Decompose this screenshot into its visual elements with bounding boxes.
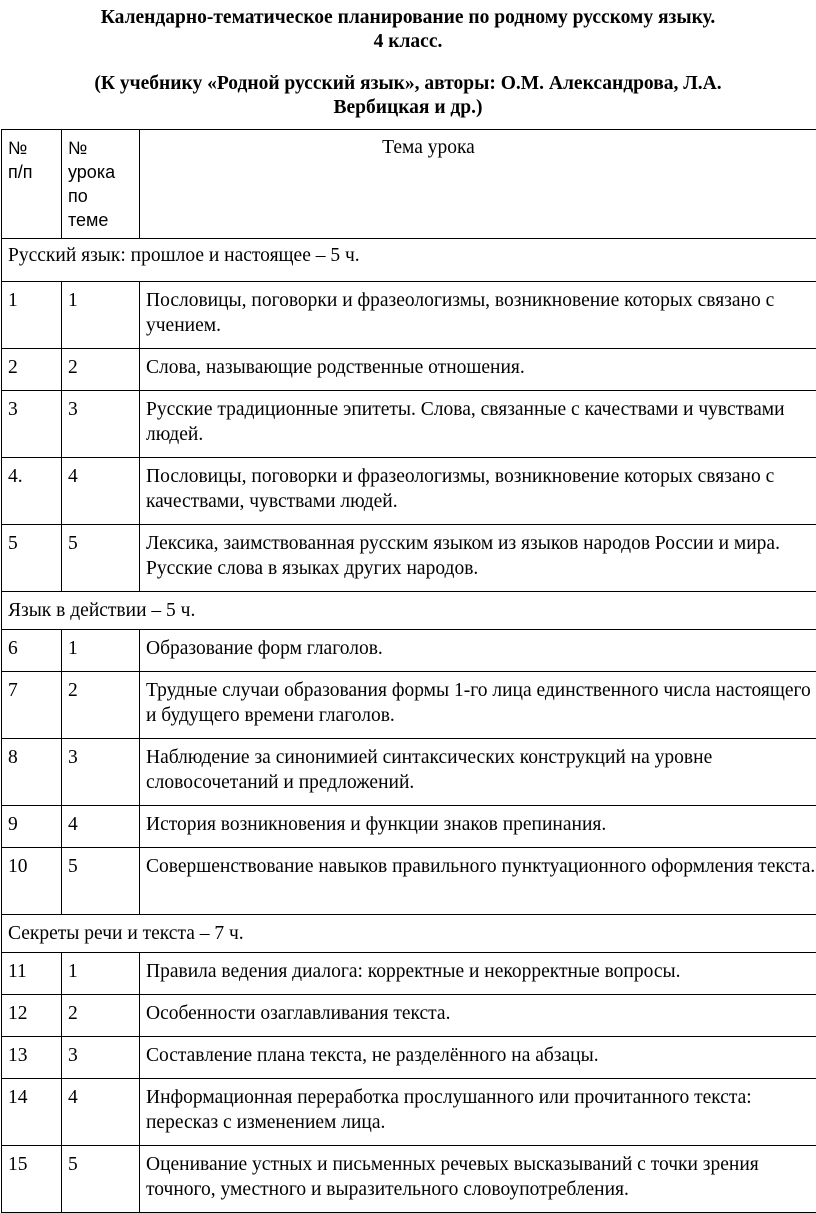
- table-row: [2, 806, 816, 848]
- cell-lesson: 1: [62, 953, 140, 995]
- table-row: [2, 995, 816, 1037]
- cell-topic: Составление плана текста, не разделённого на абзацы.: [140, 1037, 816, 1079]
- cell-num: 10: [2, 848, 62, 915]
- cell-lesson: 4: [62, 1079, 140, 1146]
- cell-topic: Русские традиционные эпитеты. Слова, связанные с качествами и чувствами людей.: [140, 391, 816, 458]
- cell-topic: Образование форм глаголов.: [140, 630, 816, 672]
- section-title: Язык в действии – 5 ч.: [2, 592, 816, 630]
- section-row: [2, 592, 816, 630]
- cell-lesson: 2: [62, 672, 140, 739]
- table-row: [2, 848, 816, 915]
- header-lesson: [62, 130, 140, 239]
- cell-num: 1: [2, 282, 62, 349]
- header-topic: Тема урока: [140, 130, 816, 239]
- cell-topic: Лексика, заимствованная русским языком из языков народов России и мира. Русские слова в языках других народов.: [140, 525, 816, 592]
- table-row: [2, 282, 816, 349]
- header-num: [2, 130, 62, 239]
- cell-topic: Наблюдение за синонимией синтаксических конструкций на уровне словосочетаний и предложений.: [140, 739, 816, 806]
- document-title: Календарно-тематическое планирование по родному русскому языку.: [0, 6, 816, 30]
- cell-topic: Трудные случаи образования формы 1-го лица единственного числа настоящего и будущего времени глаголов.: [140, 672, 816, 739]
- cell-topic: Оценивание устных и письменных речевых высказываний с точки зрения точного, уместного и выразительного словоупотребления.: [140, 1146, 816, 1213]
- section-title: Секреты речи и текста – 7 ч.: [2, 915, 816, 953]
- cell-num: 15: [2, 1146, 62, 1213]
- cell-num: 4.: [2, 458, 62, 525]
- cell-lesson: 3: [62, 391, 140, 458]
- cell-topic: История возникновения и функции знаков препинания.: [140, 806, 816, 848]
- header-lesson-line: по: [68, 184, 133, 208]
- section-row: [2, 239, 816, 282]
- cell-lesson: 5: [62, 525, 140, 592]
- cell-lesson: 2: [62, 995, 140, 1037]
- cell-lesson: 5: [62, 1146, 140, 1213]
- cell-num: 12: [2, 995, 62, 1037]
- document-title-block: [0, 6, 816, 120]
- section-title: Русский язык: прошлое и настоящее – 5 ч.: [2, 239, 816, 282]
- cell-num: 7: [2, 672, 62, 739]
- cell-num: 13: [2, 1037, 62, 1079]
- cell-lesson: 1: [62, 630, 140, 672]
- table-row: [2, 1037, 816, 1079]
- table-row: [2, 1079, 816, 1146]
- cell-num: 14: [2, 1079, 62, 1146]
- cell-topic: Особенности озаглавливания текста.: [140, 995, 816, 1037]
- table-row: [2, 739, 816, 806]
- document-subtitle: (К учебнику «Родной русский язык», авторы: О.М. Александрова, Л.А.: [0, 72, 816, 96]
- header-lesson-line: №: [68, 136, 133, 160]
- table-row: [2, 458, 816, 525]
- table-row: [2, 630, 816, 672]
- header-num-line: п/п: [8, 160, 55, 184]
- table-row: [2, 953, 816, 995]
- cell-num: 2: [2, 349, 62, 391]
- cell-topic: Правила ведения диалога: корректные и некорректные вопросы.: [140, 953, 816, 995]
- cell-topic: Информационная переработка прослушанного или прочитанного текста: пересказ с изменением лица.: [140, 1079, 816, 1146]
- lesson-plan-table: [1, 129, 816, 1213]
- table-row: [2, 349, 816, 391]
- table-row: [2, 525, 816, 592]
- table-row: [2, 1146, 816, 1213]
- cell-num: 9: [2, 806, 62, 848]
- cell-topic: Совершенствование навыков правильного пунктуационного оформления текста.: [140, 848, 816, 915]
- cell-num: 5: [2, 525, 62, 592]
- cell-num: 3: [2, 391, 62, 458]
- section-row: [2, 915, 816, 953]
- cell-topic: Пословицы, поговорки и фразеологизмы, возникновение которых связано с учением.: [140, 282, 816, 349]
- header-num-line: №: [8, 136, 55, 160]
- table-header-row: [2, 130, 816, 239]
- table-row: [2, 672, 816, 739]
- cell-num: 11: [2, 953, 62, 995]
- cell-lesson: 1: [62, 282, 140, 349]
- header-lesson-line: теме: [68, 208, 133, 232]
- cell-lesson: 2: [62, 349, 140, 391]
- table-row: [2, 391, 816, 458]
- document-subtitle-cont: Вербицкая и др.): [0, 96, 816, 120]
- cell-num: 6: [2, 630, 62, 672]
- document-grade: 4 класс.: [0, 30, 816, 54]
- header-lesson-line: урока: [68, 160, 133, 184]
- cell-lesson: 3: [62, 1037, 140, 1079]
- cell-num: 8: [2, 739, 62, 806]
- cell-topic: Пословицы, поговорки и фразеологизмы, возникновение которых связано с качествами, чувствами людей.: [140, 458, 816, 525]
- cell-lesson: 4: [62, 458, 140, 525]
- cell-topic: Слова, называющие родственные отношения.: [140, 349, 816, 391]
- cell-lesson: 5: [62, 848, 140, 915]
- cell-lesson: 3: [62, 739, 140, 806]
- cell-lesson: 4: [62, 806, 140, 848]
